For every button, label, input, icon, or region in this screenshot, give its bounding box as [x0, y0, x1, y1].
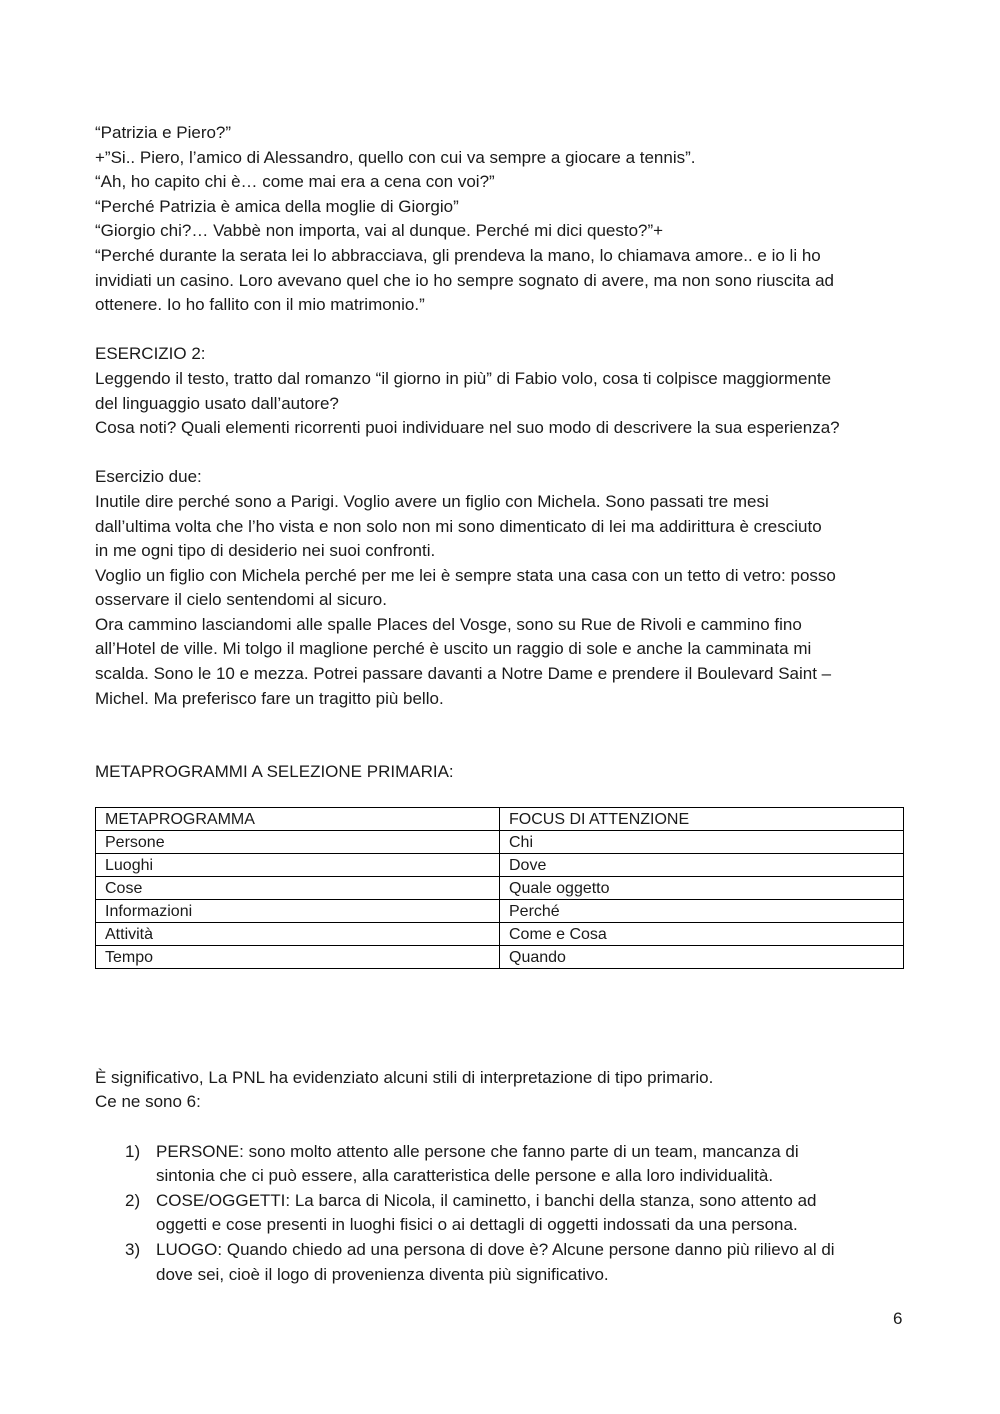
table-row [96, 853, 904, 876]
section-heading: METAPROGRAMMI A SELEZIONE PRIMARIA: [95, 762, 454, 782]
list-line: sintonia che ci può essere, alla caratteristica delle persone e alla loro individualità. [156, 1166, 774, 1186]
list-line: LUOGO: Quando chiedo ad una persona di dove è? Alcune persone danno più rilievo al di [156, 1240, 835, 1259]
text-line: all’Hotel de ville. Mi tolgo il maglione perché è uscito un raggio di sole e anche la camminata mi [95, 639, 812, 659]
table-row [96, 922, 904, 945]
text-line: Inutile dire perché sono a Parigi. Voglio avere un figlio con Michela. Sono passati tre mesi [95, 491, 769, 511]
table-header-cell: METAPROGRAMMA [96, 807, 500, 830]
text-line: scalda. Sono le 10 e mezza. Potrei passare davanti a Notre Dame e prendere il Boulevard Saint – [95, 664, 832, 684]
table-cell: Informazioni [96, 899, 500, 922]
text-line: dall’ultima volta che l’ho vista e non solo non mi sono dimenticato di lei ma addirittura è cresciuto [95, 516, 822, 536]
text-line: Ce ne sono 6: [95, 1092, 201, 1112]
dialogue-paragraph [95, 121, 907, 318]
text-line: È significativo, La PNL ha evidenziato alcuni stili di interpretazione di tipo primario. [95, 1067, 714, 1087]
list-item [95, 1238, 907, 1287]
table-cell: Persone [96, 830, 500, 853]
table-cell: Luoghi [96, 853, 500, 876]
page-number: 6 [893, 1309, 903, 1328]
question-line: Leggendo il testo, tratto dal romanzo “il giorno in più” di Fabio volo, cosa ti colpisce maggiormente [95, 368, 832, 388]
text-line: osservare il cielo sentendomi al sicuro. [95, 590, 387, 610]
question-line: del linguaggio usato dall’autore? [95, 393, 339, 413]
list-line: dove sei, cioè il logo di provenienza diventa più significativo. [156, 1264, 609, 1284]
section-heading: Esercizio due: [95, 467, 202, 487]
list-item [95, 1189, 907, 1238]
metaprogrammi-section [95, 760, 907, 969]
table-cell: Dove [500, 853, 904, 876]
document-page [95, 121, 907, 1287]
list-item [95, 1140, 907, 1189]
table-cell: Chi [500, 830, 904, 853]
table-cell: Attività [96, 922, 500, 945]
dialogue-line: ottenere. Io ho fallito con il mio matrimonio.” [95, 295, 425, 315]
text-line: in me ogni tipo di desiderio nei suoi confronti. [95, 541, 436, 561]
list-line: oggetti e cose presenti in luoghi fisici o ai dettagli di oggetti indossati da una persona. [156, 1215, 798, 1235]
table-row [96, 945, 904, 968]
dialogue-line: “Perché Patrizia è amica della moglie di Giorgio” [95, 196, 459, 216]
table-cell: Cose [96, 876, 500, 899]
esercizio-due-section [95, 465, 907, 711]
table-header-row [96, 807, 904, 830]
dialogue-line: +”Si.. Piero, l’amico di Alessandro, quello con cui va sempre a giocare a tennis”. [95, 147, 696, 167]
list-line: COSE/OGGETTI: La barca di Nicola, il caminetto, i banchi della stanza, sono attento ad [156, 1190, 817, 1210]
pnl-intro [95, 1066, 907, 1115]
text-line: Michel. Ma preferisco fare un tragitto più bello. [95, 688, 444, 708]
table-row [96, 830, 904, 853]
dialogue-line: “Giorgio chi?… Vabbè non importa, vai al dunque. Perché mi dici questo?”+ [95, 221, 664, 241]
section-heading: ESERCIZIO 2: [95, 344, 206, 364]
table-row [96, 899, 904, 922]
table-cell: Tempo [96, 945, 500, 968]
esercizio-2-section [95, 342, 907, 440]
list-line: PERSONE: sono molto attento alle persone che fanno parte di un team, mancanza di [156, 1141, 799, 1161]
table-cell: Perché [500, 899, 904, 922]
list-number: 2) [125, 1190, 141, 1210]
dialogue-line: “Patrizia e Piero?” [95, 123, 232, 142]
dialogue-line: invidiati un casino. Loro avevano quel che io ho sempre sognato di avere, ma non sono riuscita ad [95, 270, 835, 290]
list-number: 1) [125, 1141, 141, 1161]
list-number: 3) [125, 1240, 141, 1259]
text-line: Voglio un figlio con Michela perché per me lei è sempre stata una casa con un tetto di vetro: posso [95, 565, 836, 585]
metaprogrammi-table [95, 807, 904, 969]
table-row [96, 876, 904, 899]
table-cell: Come e Cosa [500, 922, 904, 945]
table-cell: Quando [500, 945, 904, 968]
dialogue-line: “Ah, ho capito chi è… come mai era a cena con voi?” [95, 172, 495, 192]
question-line: Cosa noti? Quali elementi ricorrenti puoi individuare nel suo modo di descrivere la sua esperienza? [95, 418, 840, 438]
table-cell: Quale oggetto [500, 876, 904, 899]
text-line: Ora cammino lasciandomi alle spalle Places del Vosge, sono su Rue de Rivoli e cammino fino [95, 614, 802, 634]
dialogue-line: “Perché durante la serata lei lo abbracciava, gli prendeva la mano, lo chiamava amore.. e io li ho [95, 245, 821, 265]
pnl-styles-list [95, 1140, 907, 1288]
table-header-cell: FOCUS DI ATTENZIONE [500, 807, 904, 830]
